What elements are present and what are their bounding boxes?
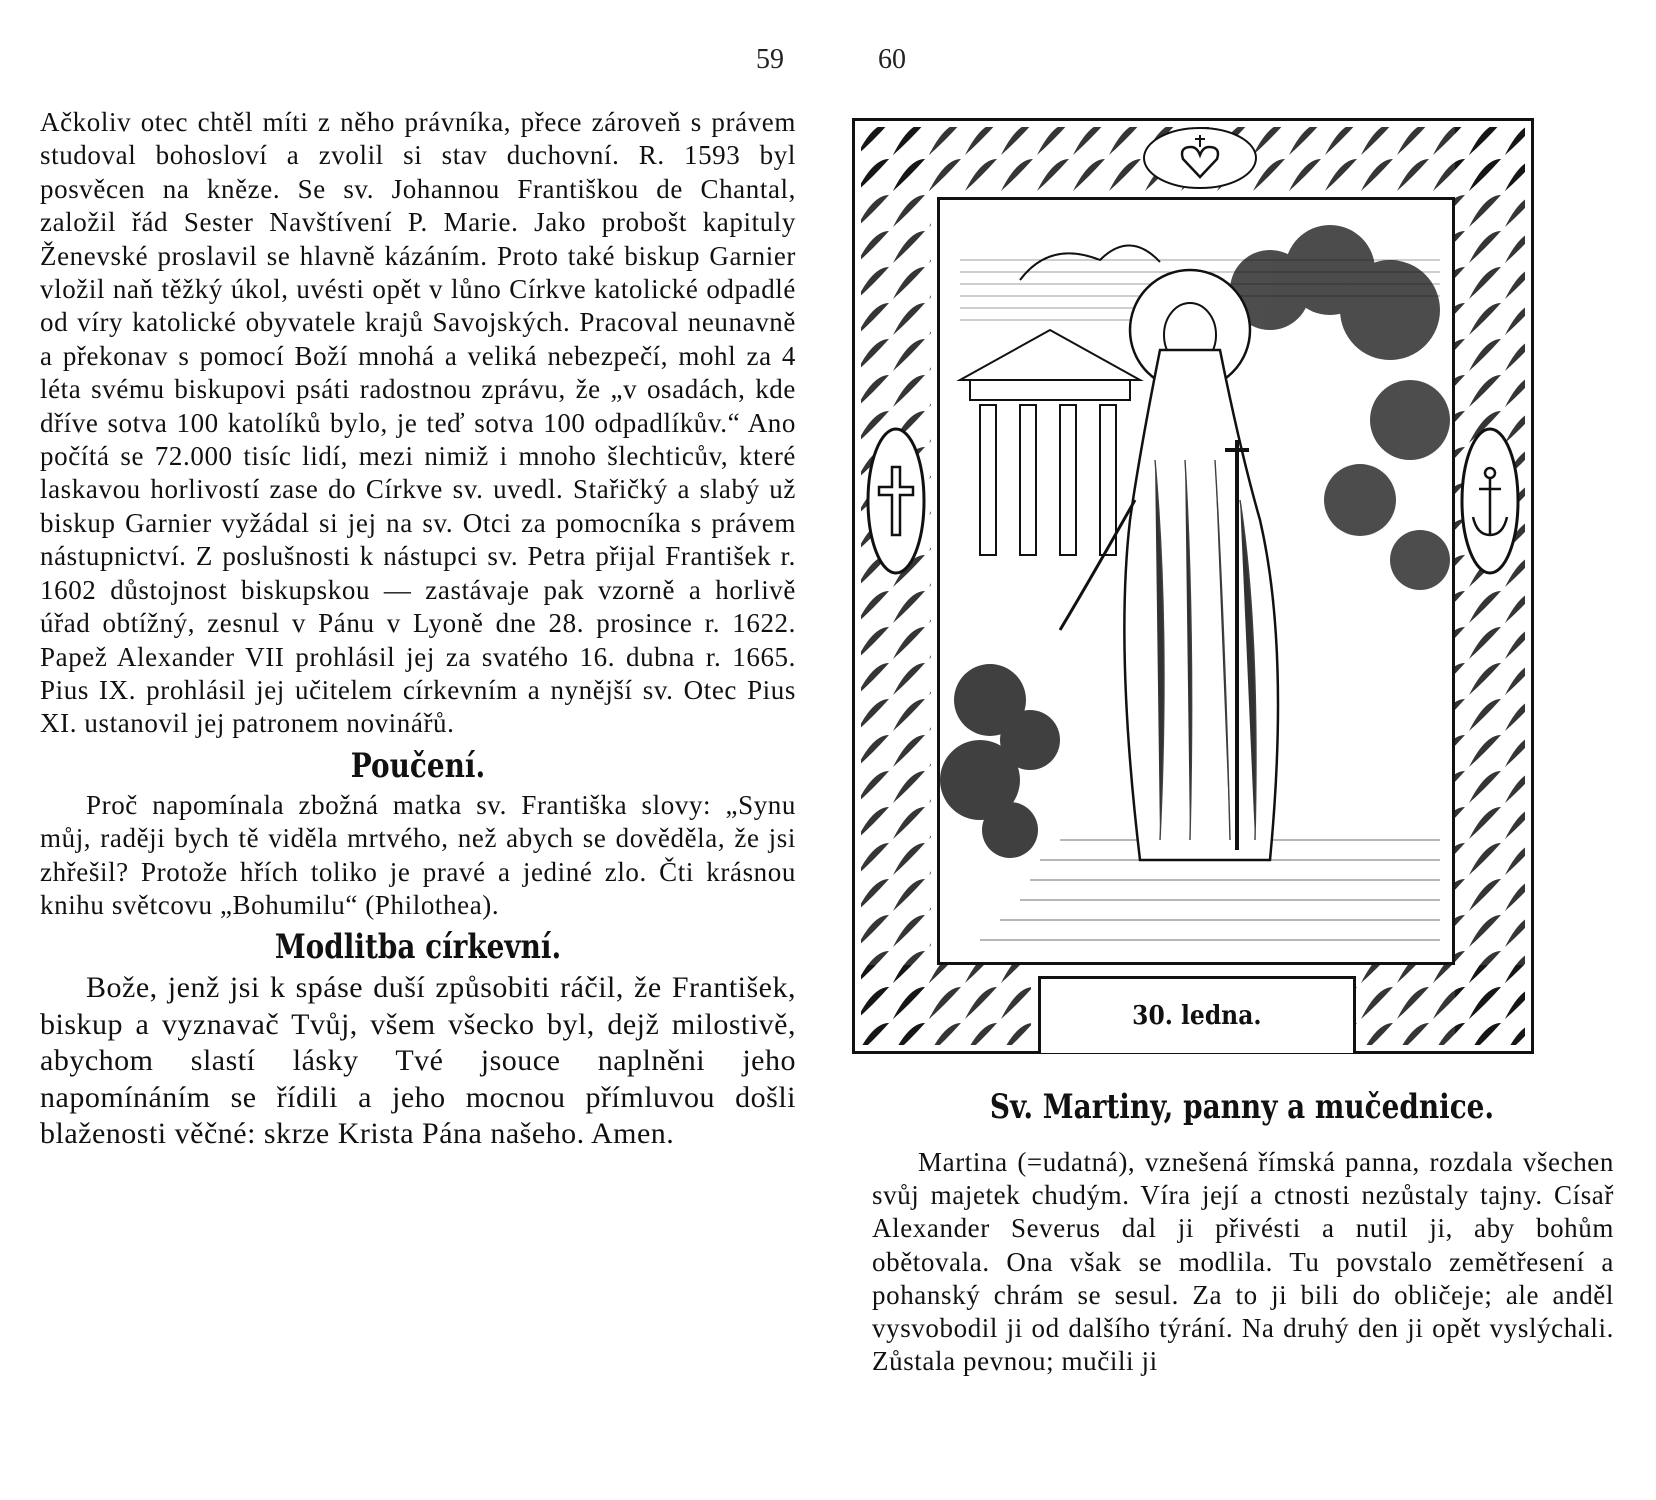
date-label: 30. ledna. [1132,1001,1262,1031]
cross-icon [875,461,917,541]
lesson-paragraph: Proč napomínala zbožná matka sv. Františka slovy: „Synu můj, raději bych tě viděla mrtvého, než abych se dověděla, že jsi zhřešil? Protože hřích toliko je pravé a jediné zlo. Čti krásnou knihu světcovu „Bohumilu“ (Philothea). [40,789,796,920]
martina-paragraph: Martina (=udatná), vznešená římská panna, rozdala všechen svůj majetek chudým. Víra její a ctnosti nezůstaly tajny. Císař Alexander Severus dal ji přivésti a nutil ji, aby bohům obětovala. Ona však se modlila. Tu povstalo zemětřesení a pohanský chrám se sesul. Za to ji bili do obličeje; ale anděl vysvobodil ji od dalšího týrání. Na druhý den ji opět vyslýchali. Zůstala pevnou; mučili ji [872,1147,1614,1377]
saint-engraving [940,200,1452,962]
ornamental-frame [852,118,1534,1054]
saint-title: Sv. Martiny, panny a mučednice. [989,1087,1495,1127]
left-body [40,106,796,1153]
page-number-right: 60 [878,44,906,75]
prayer-paragraph: Bože, jenž jsi k spáse duší způsobiti ráčil, že František, biskup a vyznavač Tvůj, všem všecko byl, dejž milostivě, abychom slastí lásky Tvé jsouce naplněni jeho napomínáním se řídili a jeho mocnou přímluvou došli blaženosti věčné: skrze Krista Pána našeho. Amen. [40,971,796,1151]
right-page [828,0,1656,1500]
right-body [872,1146,1614,1378]
prayer-heading: Modlitba církevní. [274,927,562,968]
anchor-icon [1469,465,1511,541]
sacred-heart-icon [1141,125,1259,191]
biography-paragraph: Ačkoliv otec chtěl míti z něho právníka, přece zároveň s právem studoval bohosloví a zvolil si stav duchovní. R. 1593 byl posvěcen na kněze. Se sv. Johannou Františkou de Chantal, založil řád Sester Navštívení P. Marie. Jako probošt kapituly Ženevské proslavil se hlavně kázáním. Proto také biskup Garnier vložil naň těžký úkol, uvésti opět v lůno Církve katolické odpadlé od víry katolické obyvatele krajů Savojských. Pracoval neunavně a překonav s pomocí Boží mnohá a veliká nebezpečí, mohl za 4 léta svému biskupovi psáti radostnou zprávu, že „v osadách, kde dříve sotva 100 katolíků bylo, je teď sotva 100 odpadlíkův.“ Ano počítá se 72.000 tisíc lidí, mezi nimiž i mnoho šlechticův, které laskavou horlivostí zase do Církve sv. uvedl. Stařičký a slabý už biskup Garnier vyžádal si jej na sv. Otci za pomocníka s právem nástupnictví. Z poslušnosti k nástupci sv. Petra přijal František r. 1602 důstojnost biskupskou — zastávaje pak vzorně a horlivě úřad obtížný, zesnul v Pánu v Lyoně dne 28. prosince r. 1622. Papež Alexander VII prohlásil jej za svatého 16. dubna r. 1665. Pius IX. prohlásil jej učitelem církevním a nynější sv. Otec Pius XI. ustanovil jej patronem novinářů. [40,107,796,739]
saint-illustration [937,197,1455,965]
lesson-heading: Poučení. [350,745,486,786]
page-number-left: 59 [756,44,784,75]
date-label-box [1038,976,1356,1053]
